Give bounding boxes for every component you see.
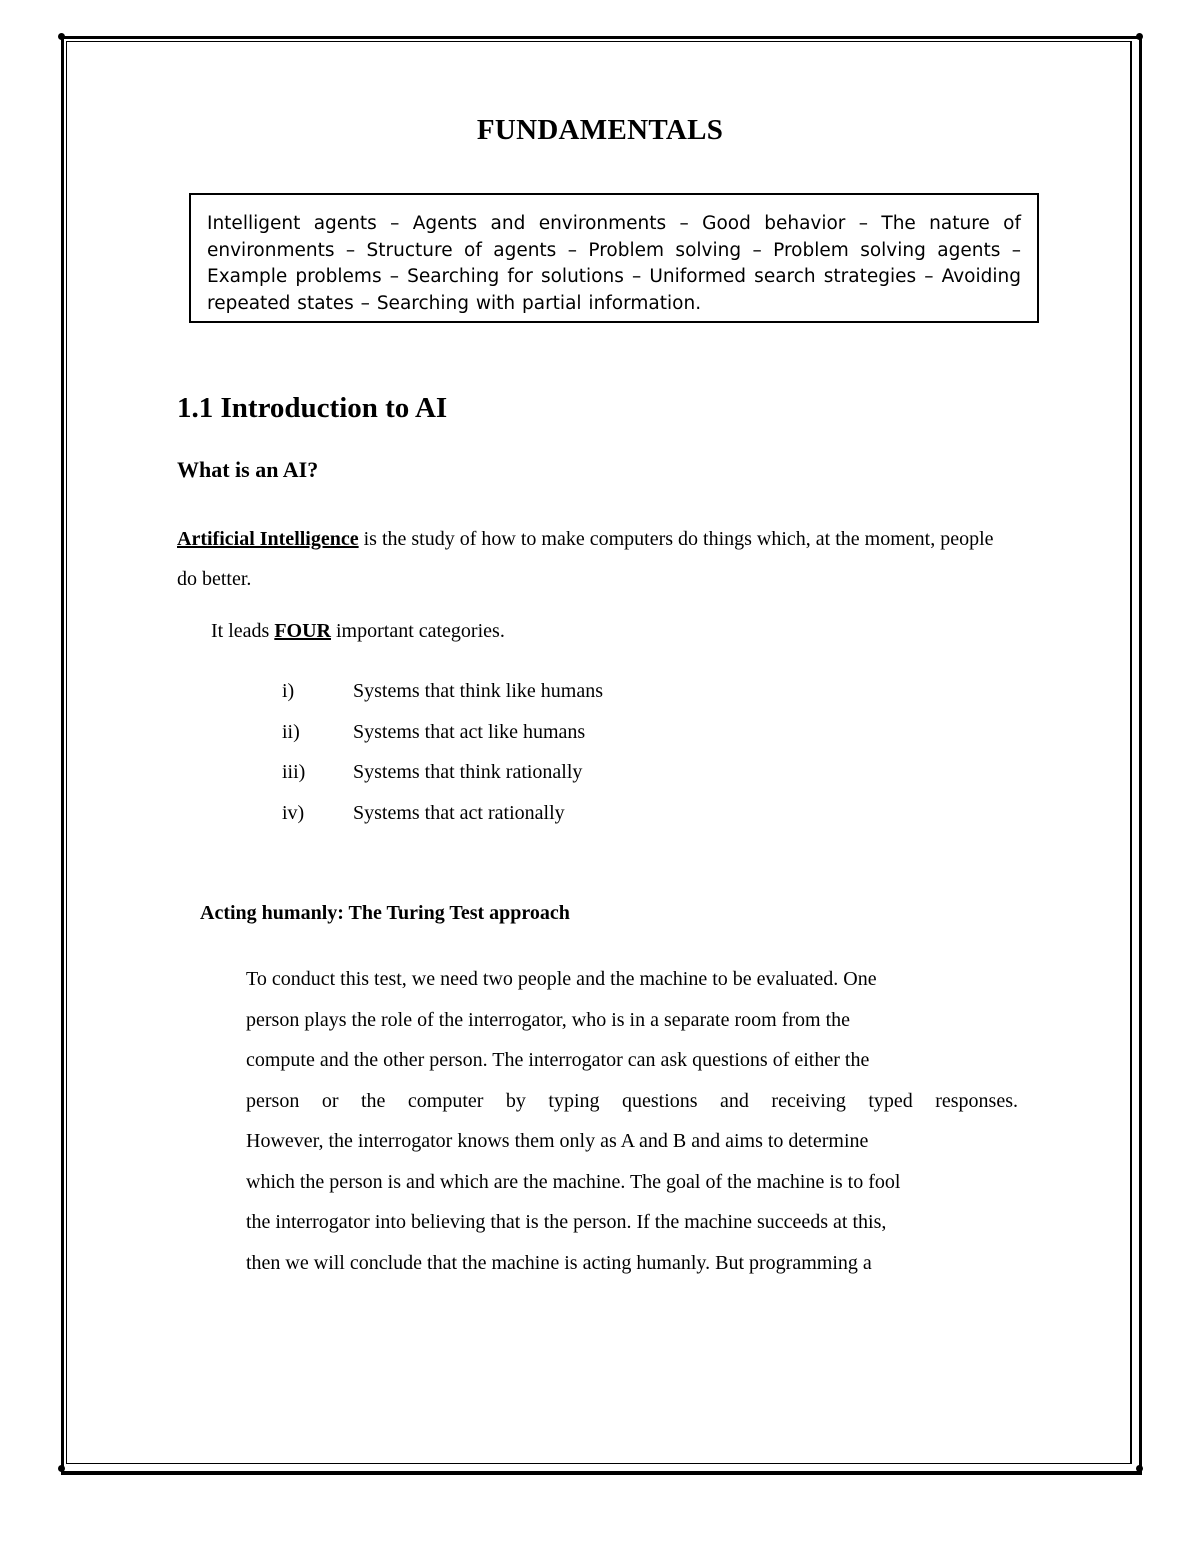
paragraph-word: questions <box>622 1089 698 1112</box>
paragraph-word: computer <box>407 1089 484 1112</box>
definition-paragraph <box>177 519 1007 599</box>
paragraph-word: the <box>360 1089 386 1112</box>
paragraph-word: or <box>321 1089 339 1112</box>
list-item-number: ii) <box>282 720 300 743</box>
paragraph-word: typed <box>868 1089 913 1112</box>
summary-box: Intelligent agents – Agents and environments – Good behavior – The nature of environments – Structure of agents – Problem solving – Problem solving agents – Example problems – Searching for solutions – Uniformed search strategies – Avoiding repeated states – Searching with partial information. <box>189 193 1039 323</box>
leads-suffix: important categories. <box>330 620 505 642</box>
sub-heading: What is an AI? <box>177 457 319 482</box>
corner-dot-bottom-right <box>1136 1465 1143 1472</box>
section-heading: 1.1 Introduction to AI <box>177 392 448 424</box>
list-item <box>282 761 603 802</box>
leads-prefix: It leads <box>211 620 275 642</box>
list-item <box>282 680 603 721</box>
paragraph-line: To conduct this test, we need two people and the machine to be evaluated. One <box>246 968 877 990</box>
paragraph-word: receiving <box>771 1089 846 1112</box>
list-item-number: iii) <box>282 761 306 783</box>
list-item-text: Systems that act like humans <box>353 720 586 743</box>
list-item <box>282 802 603 843</box>
leads-sentence <box>211 620 505 643</box>
paragraph-word: and <box>720 1089 749 1112</box>
paragraph-line-justified <box>246 1081 1018 1122</box>
list-item-number: i) <box>282 680 295 702</box>
paragraph-line: then we will conclude that the machine is acting humanly. But programming a <box>246 1251 872 1274</box>
corner-dot-bottom-left <box>58 1465 65 1472</box>
paragraph-line: compute and the other person. The interrogator can ask questions of either the <box>246 1049 870 1071</box>
list-item-text: Systems that act rationally <box>353 801 565 824</box>
paragraph-word: typing <box>548 1089 600 1112</box>
paragraph-line: the interrogator into believing that is the person. If the machine succeeds at this, <box>246 1211 887 1233</box>
list-item-number: iv) <box>282 801 305 824</box>
paragraph-word: by <box>505 1089 526 1112</box>
paragraph-line: person plays the role of the interrogator, who is in a separate room from the <box>246 1008 851 1031</box>
leads-strong: FOUR <box>274 620 331 642</box>
paragraph-line: However, the interrogator knows them only as A and B and aims to determine <box>246 1130 869 1152</box>
list-item-text: Systems that think rationally <box>353 761 583 783</box>
category-list <box>282 680 603 842</box>
definition-text: is the study of how to make computers do things which, at the moment, people do better. <box>177 528 994 590</box>
list-item <box>282 721 603 762</box>
definition-term: Artificial Intelligence <box>177 528 359 550</box>
turing-paragraph <box>246 959 1018 1283</box>
corner-dot-top-right <box>1136 33 1143 40</box>
paragraph-word: person <box>246 1089 300 1112</box>
list-item-text: Systems that think like humans <box>353 680 603 702</box>
page-title: FUNDAMENTALS <box>476 114 724 146</box>
corner-dot-top-left <box>58 33 65 40</box>
acting-heading: Acting humanly: The Turing Test approach <box>200 902 570 924</box>
paragraph-line: which the person is and which are the machine. The goal of the machine is to fool <box>246 1170 901 1193</box>
paragraph-word: responses. <box>935 1089 1018 1112</box>
